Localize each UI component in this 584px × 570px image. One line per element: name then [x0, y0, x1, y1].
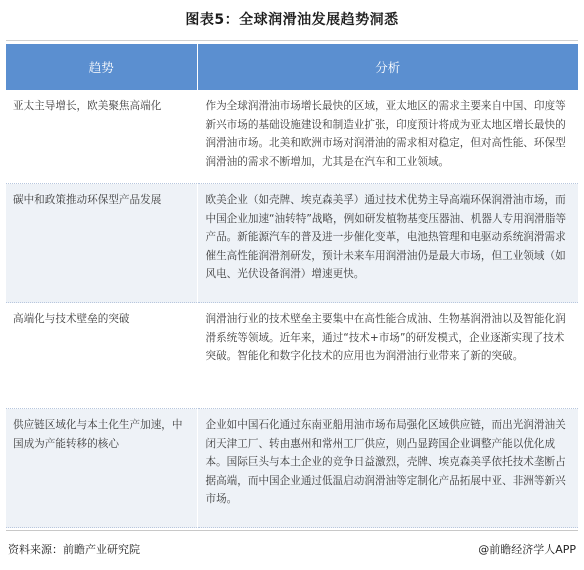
column-header-analysis: 分析	[197, 44, 578, 90]
table-row	[6, 303, 578, 409]
top-divider	[6, 40, 578, 41]
table-header-row	[6, 44, 578, 90]
brand-credit	[478, 541, 576, 557]
analysis-cell: 欧美企业（如壳牌、埃克森美孚）通过技术优势主导高端环保润滑油市场，而中国企业加速“油转特”战略，例如研发植物基变压器油、机器人专用润滑脂等产品。新能源汽车的普及进一步催化变革，电池热管理和电驱动系统润滑需求催生高性能润滑剂研发，预计未来车用润滑油仍是最大市场，但工业领域（如风电、光伏设备润滑）增速更快。	[197, 184, 578, 303]
analysis-cell: 润滑油行业的技术壁垒主要集中在高性能合成油、生物基润滑油以及智能化润滑系统等领域。近年来，通过“技术+市场”的研发模式，企业逐渐实现了技术突破。智能化和数字化技术的应用也为润滑油行业带来了新的突破。	[197, 303, 578, 409]
figure-title: 图表5：全球润滑油发展趋势洞悉	[185, 12, 399, 28]
brand-credit-text: @前瞻经济学人APP	[478, 543, 576, 556]
table-row	[6, 409, 578, 528]
table-row	[6, 184, 578, 303]
trend-cell: 亚太主导增长，欧美聚焦高端化	[6, 90, 197, 184]
trend-cell: 供应链区域化与本土化生产加速，中国成为产能转移的核心	[6, 409, 197, 528]
source-note: 资料来源：前瞻产业研究院	[8, 543, 140, 556]
column-header-trend: 趋势	[6, 44, 197, 90]
trend-table	[6, 44, 578, 528]
trend-cell: 高端化与技术壁垒的突破	[6, 303, 197, 409]
analysis-cell: 企业如中国石化通过东南亚船用油市场布局强化区域供应链，而出光润滑油关闭天津工厂、转由惠州和常州工厂供应，则凸显跨国企业调整产能以优化成本。国际巨头与本土企业的竞争日益激烈，壳牌、埃克森美孚依托技术垄断占据高端，而中国企业通过低温启动润滑油等定制化产品拓展中亚、非洲等新兴市场。	[197, 409, 578, 528]
table-row	[6, 90, 578, 184]
trend-cell: 碳中和政策推动环保型产品发展	[6, 184, 197, 303]
bottom-divider	[6, 530, 578, 531]
analysis-cell: 作为全球润滑油市场增长最快的区域，亚太地区的需求主要来自中国、印度等新兴市场的基础设施建设和制造业扩张，印度预计将成为亚太地区增长最快的润滑油市场。北美和欧洲市场对润滑油的需求相对稳定，但对高性能、环保型润滑油的需求不断增加，尤其是在汽车和工业领域。	[197, 90, 578, 184]
